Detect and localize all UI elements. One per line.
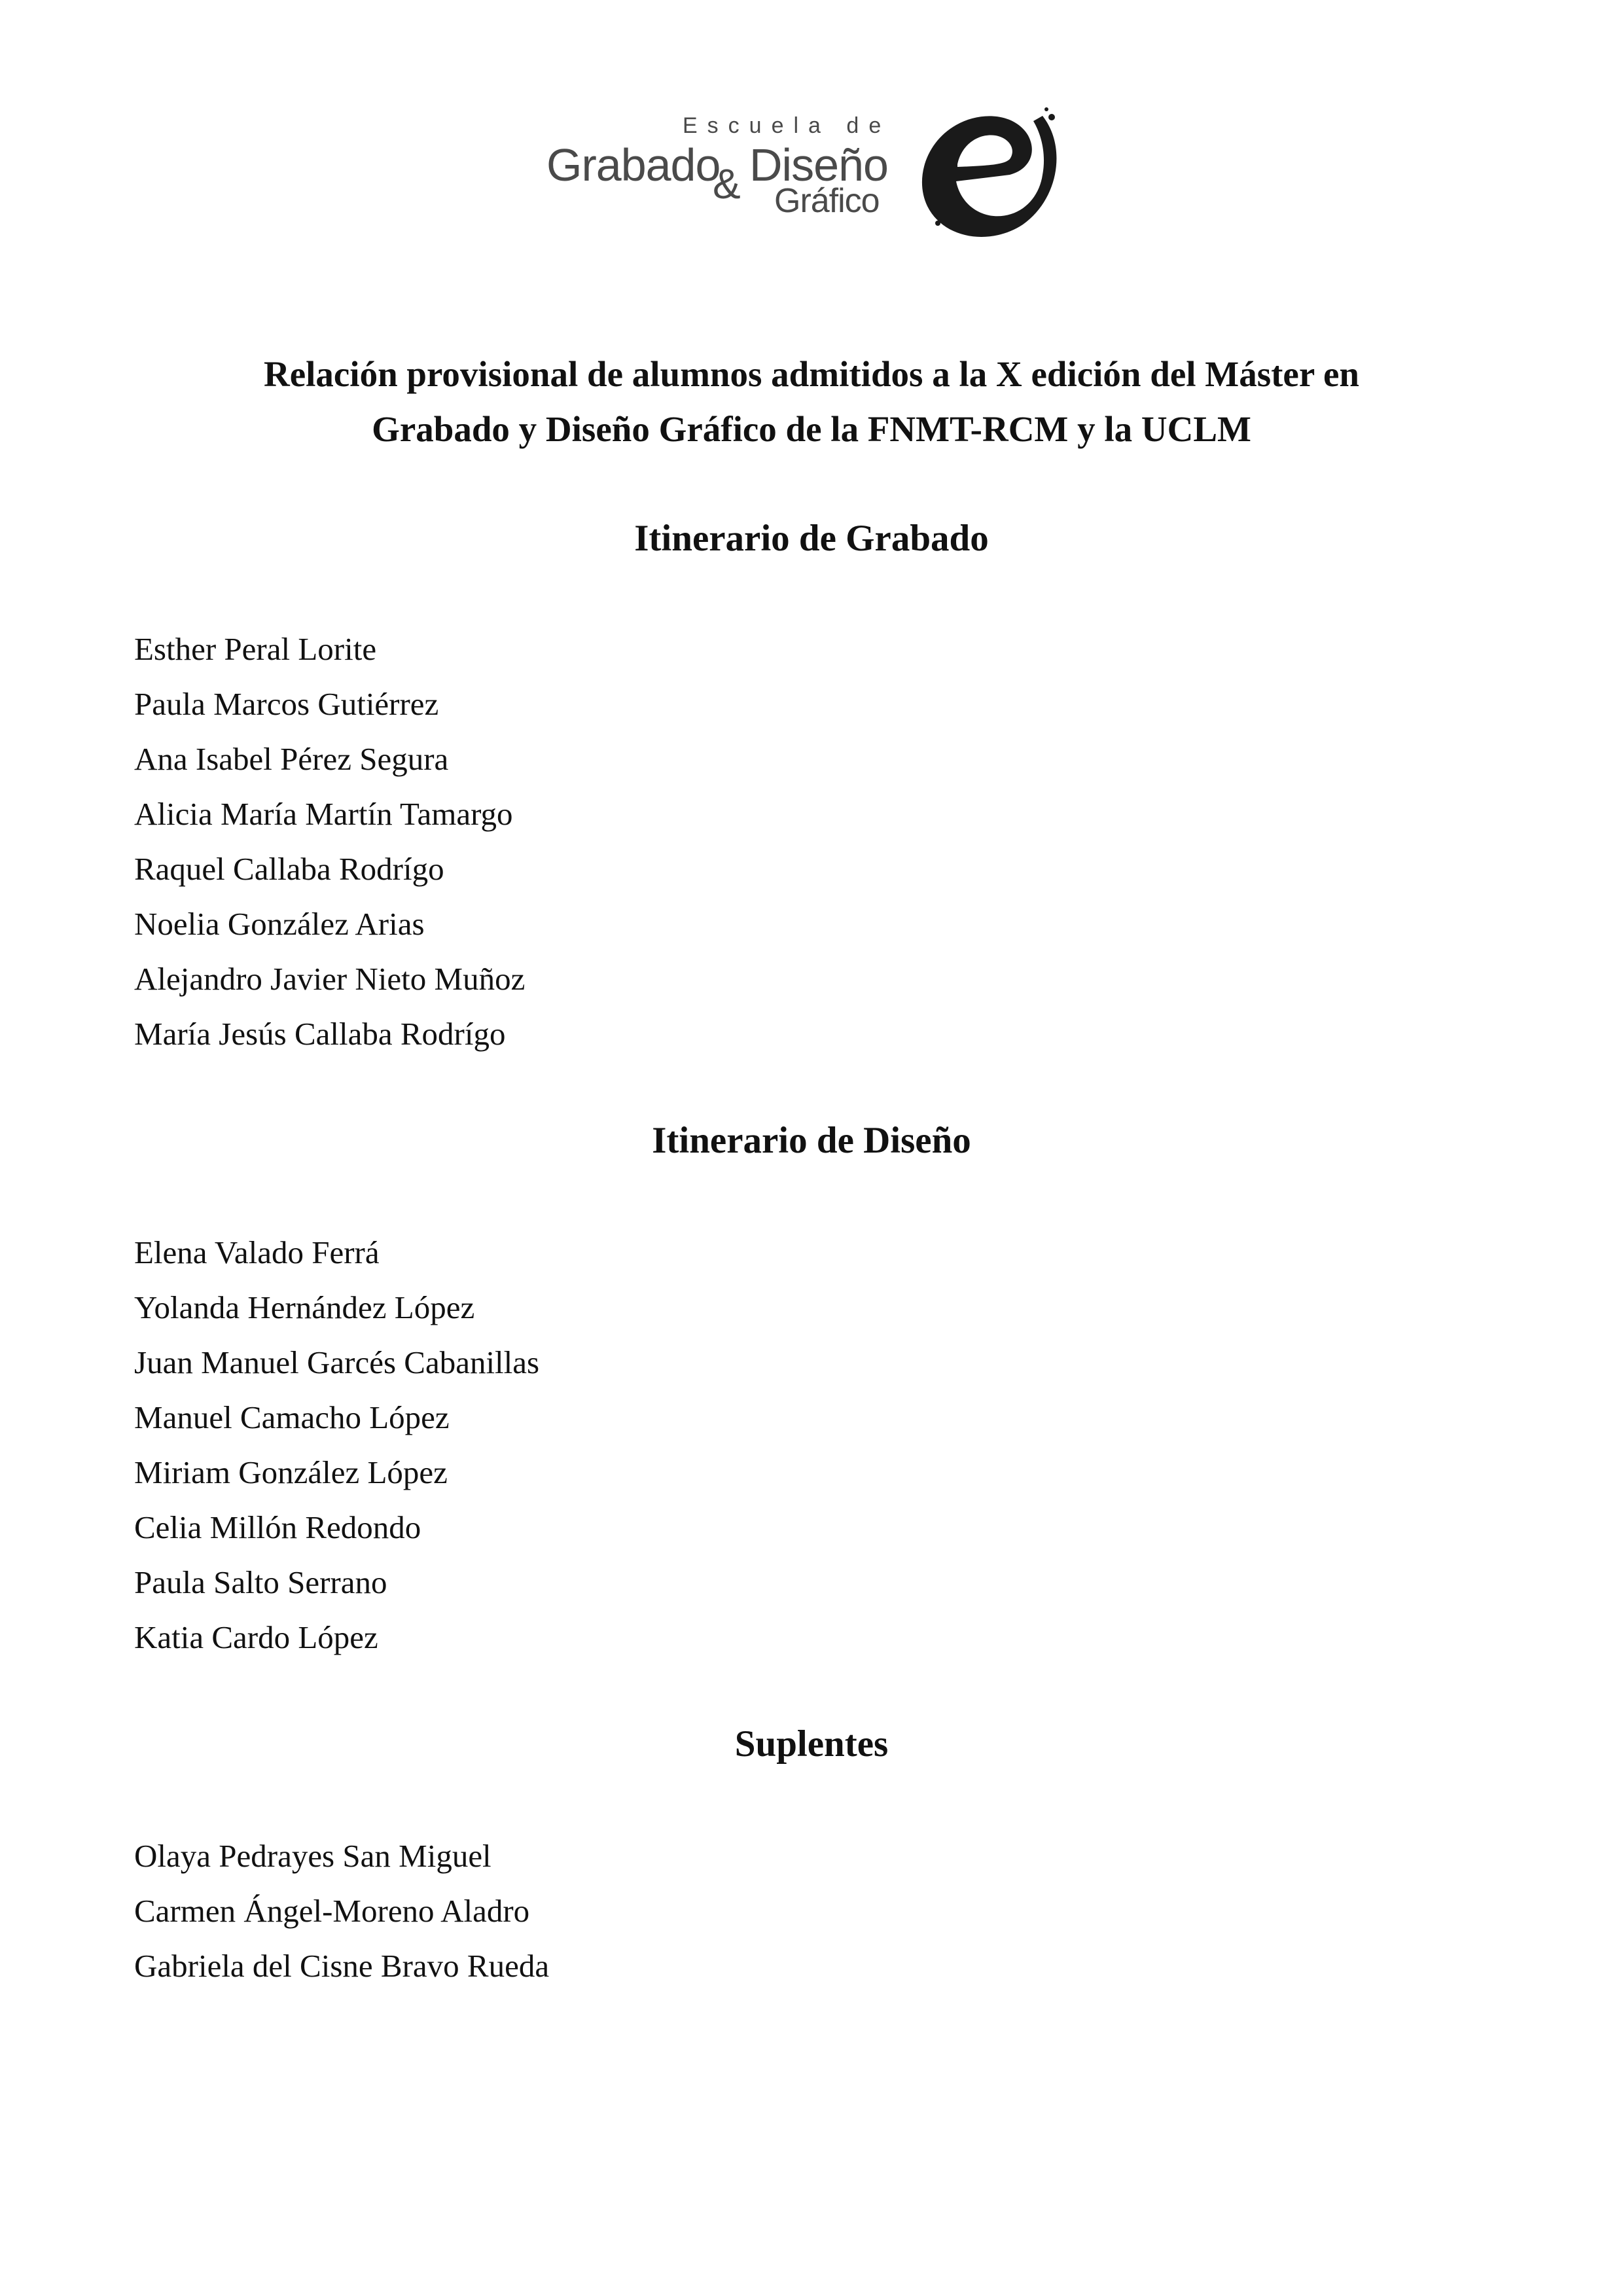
- list-item: Paula Marcos Gutiérrez: [134, 686, 439, 722]
- logo-escuela-text: Escuela de: [683, 113, 891, 138]
- list-item: Ana Isabel Pérez Segura: [134, 741, 449, 777]
- list-item: Alicia María Martín Tamargo: [134, 796, 513, 832]
- list-item: Noelia González Arias: [134, 906, 425, 942]
- list-item: Alejandro Javier Nieto Muñoz: [134, 961, 526, 997]
- name-list-grabado: [134, 622, 525, 1062]
- list-item: Gabriela del Cisne Bravo Rueda: [134, 1948, 550, 1984]
- section-heading-suplentes: Suplentes: [734, 1723, 889, 1765]
- logo-swirl-stroke: [922, 116, 1057, 237]
- logo-ampersand: &: [713, 160, 741, 207]
- title-line-1: Relación provisional de alumnos admitidos a la X edición del Máster en: [263, 354, 1360, 394]
- list-item: Miriam González López: [134, 1454, 448, 1490]
- school-logo: [546, 101, 1067, 242]
- logo-diseno-text: Diseño: [749, 139, 888, 190]
- list-item: Yolanda Hernández López: [134, 1289, 475, 1325]
- logo-wordmark: [546, 101, 900, 242]
- list-item: Celia Millón Redondo: [134, 1509, 421, 1545]
- section-heading-diseno: Itinerario de Diseño: [652, 1120, 971, 1161]
- name-list-diseno: [134, 1225, 539, 1665]
- name-list-suplentes: [134, 1829, 549, 1994]
- logo-grabado-text: Grabado: [546, 139, 721, 190]
- brush-e-logo-icon: [918, 101, 1062, 242]
- list-item: Esther Peral Lorite: [134, 631, 377, 667]
- list-item: María Jesús Callaba Rodrígo: [134, 1016, 506, 1052]
- section-heading-grabado: Itinerario de Grabado: [634, 518, 989, 559]
- logo-grafico-text: Gráfico: [774, 182, 880, 220]
- list-item: Katia Cardo López: [134, 1619, 378, 1655]
- list-item: Manuel Camacho López: [134, 1399, 450, 1435]
- list-item: Carmen Ángel-Moreno Aladro: [134, 1893, 530, 1929]
- list-item: Juan Manuel Garcés Cabanillas: [134, 1344, 540, 1380]
- list-item: Raquel Callaba Rodrígo: [134, 851, 444, 887]
- document-title: [0, 347, 1623, 457]
- title-line-2: Grabado y Diseño Gráfico de la FNMT-RCM y la UCLM: [372, 409, 1251, 449]
- list-item: Olaya Pedrayes San Miguel: [134, 1838, 491, 1874]
- list-item: Elena Valado Ferrá: [134, 1234, 380, 1270]
- list-item: Paula Salto Serrano: [134, 1564, 387, 1600]
